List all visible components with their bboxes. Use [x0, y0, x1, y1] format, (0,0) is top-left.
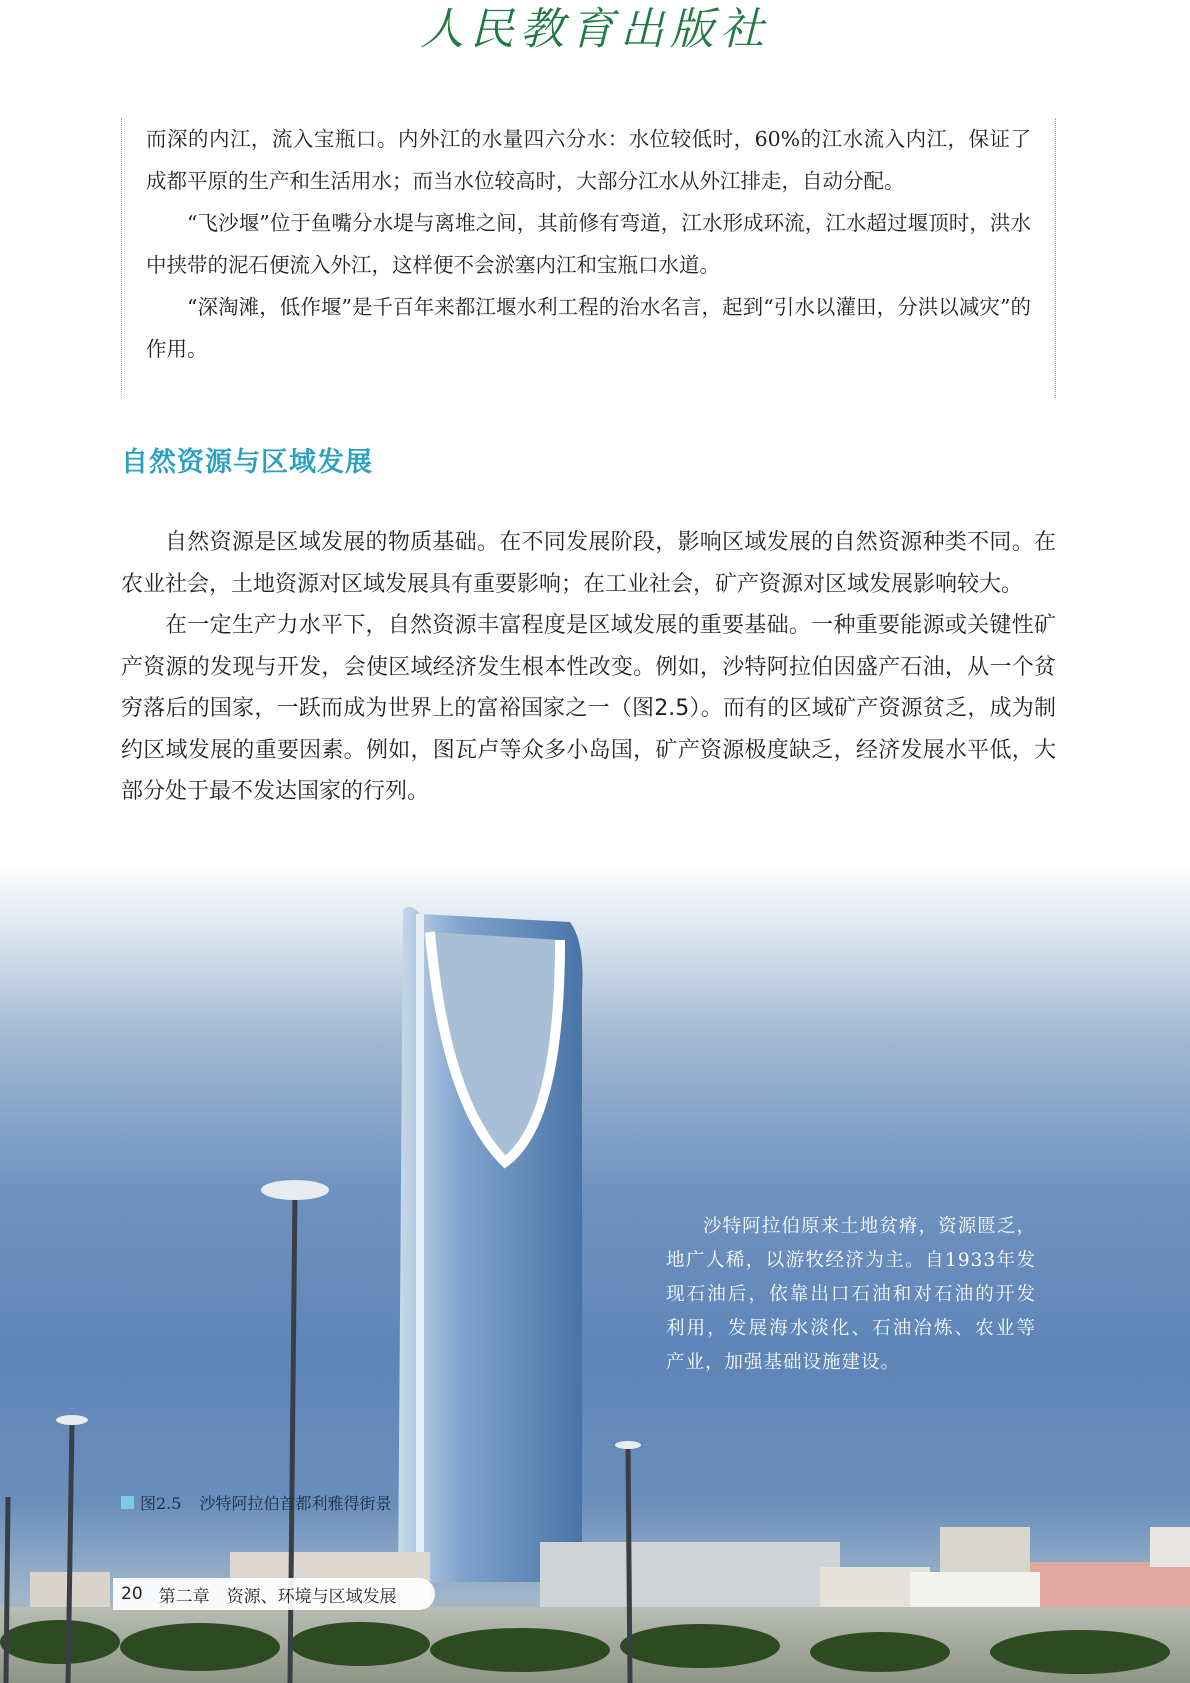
section-title: 自然资源与区域发展: [121, 447, 373, 478]
figure-marker-icon: [121, 1496, 134, 1509]
reading-paragraph: 而深的内江，流入宝瓶口。内外江的水量四六分水：水位较低时，60%的江水流入内江，保证了成都平原的生产和生活用水；而当水位较高时，大部分江水从外江排走，自动分配。: [146, 127, 1031, 193]
chapter-title: 第二章 资源、环境与区域发展: [158, 1586, 397, 1607]
figure-caption-text: 沙特阿拉伯原来土地贫瘠，资源匮乏，地广人稀，以游牧经济为主。自1933年发现石油后，依靠出口石油和对石油的开发利用，发展海水淡化、石油冶炼、农业等产业，加强基础设施建设。: [666, 1216, 1036, 1373]
figure-label: [121, 1491, 391, 1514]
reading-box: [121, 118, 1056, 398]
figure-number: 图2.5: [140, 1494, 182, 1513]
reading-paragraph: “深淘滩，低作堰”是千百年来都江堰水利工程的治水名言，起到“引水以灌田，分洪以减灾”的作用。: [146, 295, 1031, 361]
body-paragraph: 自然资源是区域发展的物质基础。在不同发展阶段，影响区域发展的自然资源种类不同。在农业社会，土地资源对区域发展具有重要影响；在工业社会，矿产资源对区域发展影响较大。: [121, 530, 1056, 597]
page-number: 20: [121, 1584, 143, 1604]
body-paragraph: 在一定生产力水平下，自然资源丰富程度是区域发展的重要基础。一种重要能源或关键性矿产资源的发现与开发，会使区域经济发生根本性改变。例如，沙特阿拉伯因盛产石油，从一个贫穷落后的国家，一跃而成为世界上的富裕国家之一（图2.5）。而有的区域矿产资源贫乏，成为制约区域发展的重要因素。例如，图瓦卢等众多小岛国，矿产资源极度缺乏，经济发展水平低，大部分处于最不发达国家的行列。: [121, 613, 1056, 804]
figure-title: 沙特阿拉伯首都利雅得街景: [199, 1494, 392, 1513]
publisher-logo: 人民教育出版社: [420, 4, 770, 55]
reading-paragraph: “飞沙堰”位于鱼嘴分水堤与离堆之间，其前修有弯道，江水形成环流，江水超过堰顶时，洪水中挟带的泥石便流入外江，这样便不会淤塞内江和宝瓶口水道。: [146, 211, 1031, 277]
body-text: [121, 522, 1056, 813]
page-footer: [113, 1578, 435, 1610]
